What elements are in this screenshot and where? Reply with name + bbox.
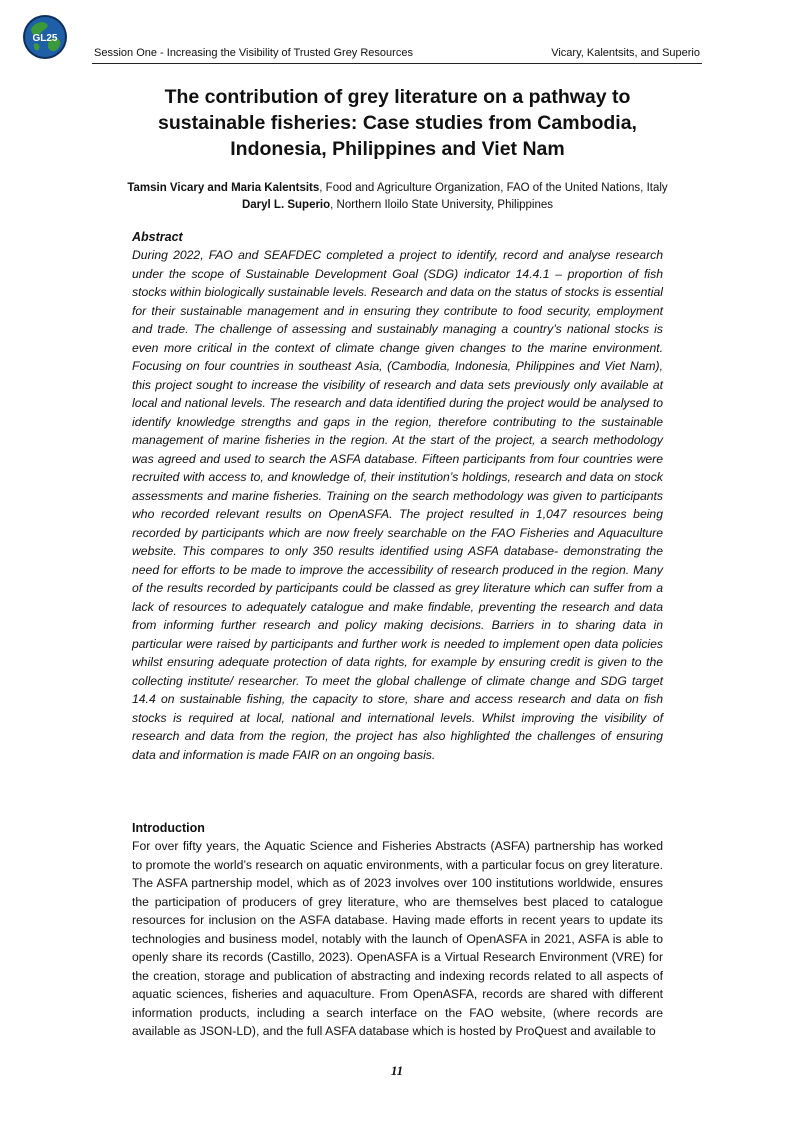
gl25-logo xyxy=(22,14,68,60)
author-block xyxy=(100,180,695,214)
paper-title-line-3: Indonesia, Philippines and Viet Nam xyxy=(230,138,565,160)
introduction-section xyxy=(132,820,663,1041)
abstract-body: During 2022, FAO and SEAFDEC completed a project to identify, record and analyse research under the scope of Sustainable Development Goal (SDG) indicator 14.4.1 – proportion of fish stocks within biologically sustainable levels. Research and data on the status of stocks is essential for their sustainable management and in ensuring they contribute to food security, employment and trade. The challenge of assessing and sustainably managing a country’s national stocks is even more critical in the context of climate change given changes to the marine environment. Focusing on four countries in southeast Asia, (Cambodia, Indonesia, Philippines and Viet Nam), this project sought to increase the visibility of research and data sets previously only available at local and national levels. The research and data identified during the project would be analysed to identify knowledge strengths and gaps in the region, therefore contributing to the sustainable management of marine fisheries in the region. At the start of the project, a search methodology was agreed and used to search the ASFA database. Fifteen participants from four countries were recruited with access to, and knowledge of, their institution’s holdings, research and data on stock assessments and marine fisheries. Training on the search methodology was given to participants who recorded relevant results on OpenASFA. The project resulted in 1,047 resources being recorded by participants which are now freely searchable on the FAO Fisheries and Aquaculture website. This compares to only 350 results identified using ASFA database- demonstrating the need for efforts to be made to improve the accessibility of research produced in the region. Many of the results recorded by participants could be classed as grey literature which can suffer from a lack of resources to adequately catalogue and make findable, preventing the research and data from informing further research and policy making decisions. Barriers in to sharing data in particular were raised by participants and further work is needed to implement open data policies whilst ensuring adequate protection of data rights, for example by ensuring credit is given to the collecting institute/ researcher. To meet the global challenge of climate change and SDG target 14.4 on sustainable fishing, the capacity to store, share and access research and data on fish stocks is required at local, national and international levels. Whilst improving the visibility of research and data from the region, the project has also highlighted the challenges of ensuring data and information is made FAIR on an ongoing basis. xyxy=(132,248,663,762)
abstract-section xyxy=(132,229,663,764)
introduction-body: For over fifty years, the Aquatic Science and Fisheries Abstracts (ASFA) partnership has worked to promote the world’s research on aquatic environments, with a particular focus on grey literature. The ASFA partnership model, which as of 2023 involves over 100 institutions worldwide, ensures the participation of producers of grey literature, who are themselves best placed to catalogue resources for inclusion on the ASFA database. Having made efforts in recent years to update its technologies and business model, notably with the launch of OpenASFA in 2021, ASFA is able to openly share its records (Castillo, 2023). OpenASFA is a Virtual Research Environment (VRE) for the creation, storage and publication of abstracting and indexing records related to all aspects of aquatic sciences, fisheries and aquaculture. From OpenASFA, records are shared with different information products, including a search interface on the FAO website, (where records are available as JSON-LD), and the full ASFA database which is hosted by ProQuest and available to xyxy=(132,839,663,1038)
author-affiliation-fao: , Food and Agriculture Organization, FAO of the United Nations, Italy xyxy=(319,182,668,194)
author-name-nisu: Daryl L. Superio xyxy=(241,199,331,211)
introduction-heading: Introduction xyxy=(132,821,205,835)
running-header-authors: Vicary, Kalentsits, and Superio xyxy=(551,47,700,59)
author-line-2 xyxy=(100,197,695,214)
running-header xyxy=(92,45,702,64)
author-affiliation-nisu: , Northern Iloilo State University, Philippines xyxy=(330,199,554,211)
abstract-heading: Abstract xyxy=(132,230,183,244)
logo-text: GL25 xyxy=(32,33,58,44)
page-number: 11 xyxy=(390,1063,404,1078)
paper-title xyxy=(110,84,685,162)
running-header-session: Session One - Increasing the Visibility of Trusted Grey Resources xyxy=(94,47,413,59)
paper-title-line-1: The contribution of grey literature on a pathway to xyxy=(164,86,631,108)
author-names-fao: Tamsin Vicary and Maria Kalentsits xyxy=(127,182,320,194)
author-line-1 xyxy=(100,180,695,197)
paper-title-line-2: sustainable fisheries: Case studies from Cambodia, xyxy=(158,112,637,134)
